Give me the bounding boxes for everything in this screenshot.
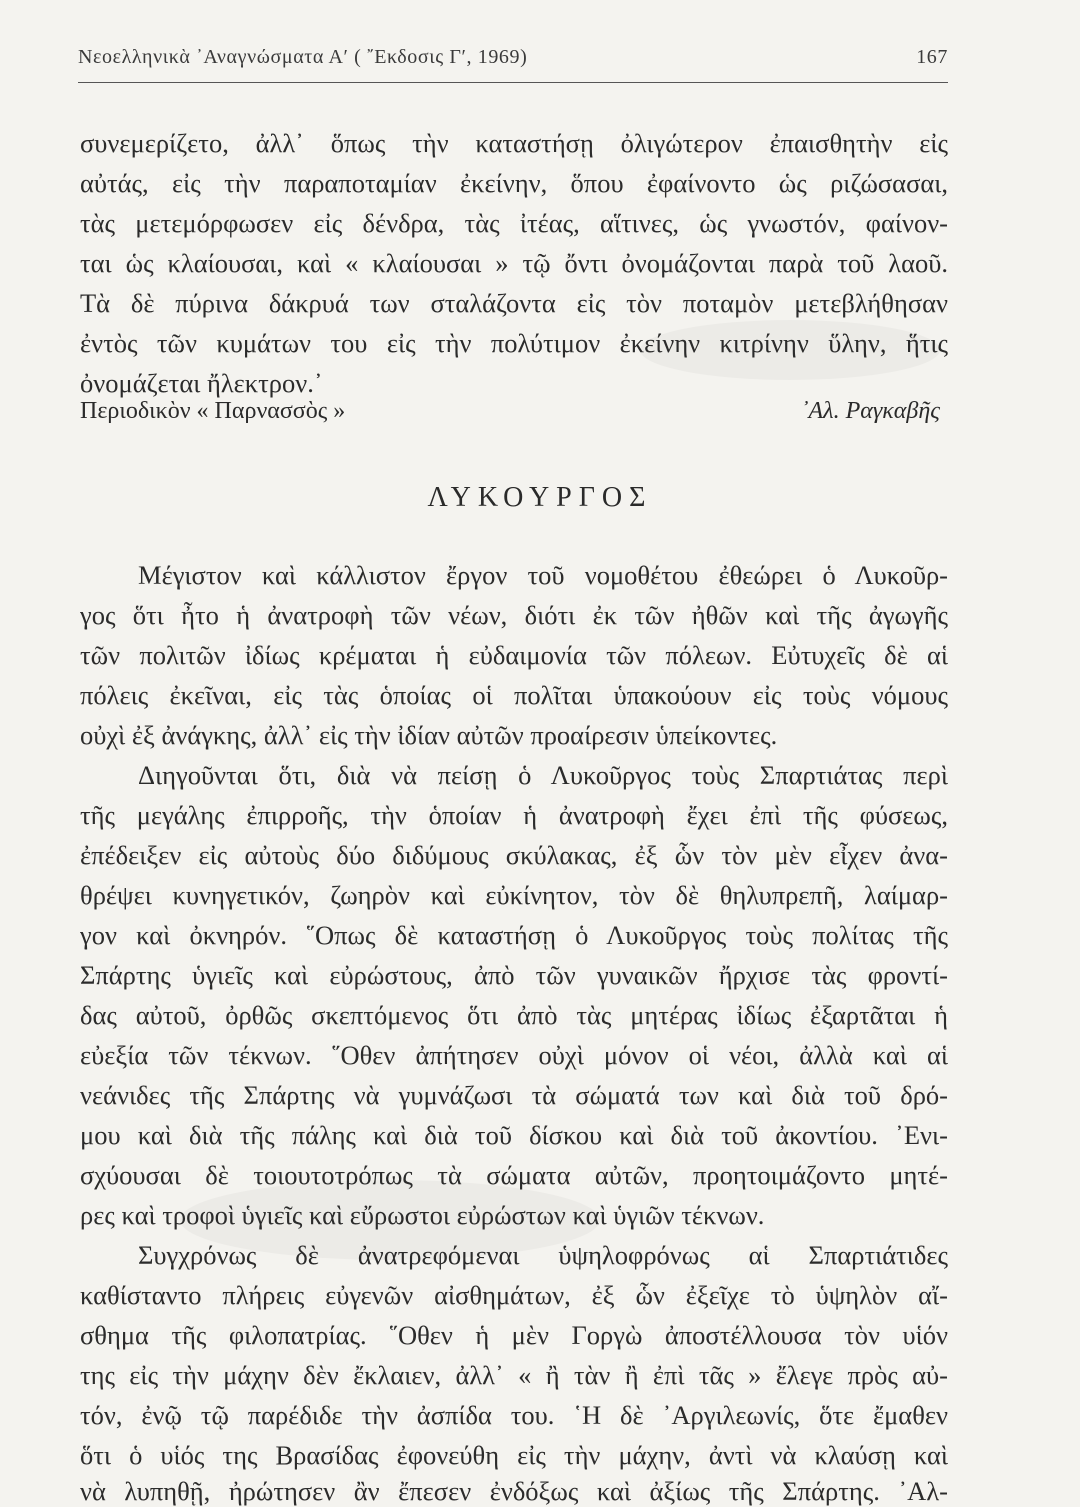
text-line: Διηγοῦνται ὅτι, διὰ νὰ πείσῃ ὁ Λυκοῦργος τοὺς Σπαρτιάτας περὶ [138, 760, 948, 790]
text-line: αὐτάς, εἰς τὴν παραποταμίαν ἐκείνην, ὅπου ἐφαίνοντο ὡς ριζώσασαι, [80, 168, 948, 198]
text-line: ἐπέδειξεν εἰς αὐτοὺς δύο διδύμους σκύλακας, ἐξ ὧν τὸν μὲν εἶχεν ἀνα- [80, 840, 948, 870]
text-line: ρες καὶ τροφοὶ ὑγιεῖς καὶ εὔρωστοι εὐρώστων καὶ ὑγιῶν τέκνων. [80, 1200, 765, 1230]
text-line: τὰς μετεμόρφωσεν εἰς δένδρα, τὰς ἰτέας, αἵτινες, ὡς γνωστόν, φαίνον- [80, 208, 948, 238]
text-line: ται ὡς κλαίουσαι, καὶ « κλαίουσαι » τῷ ὄντι ὀνομάζονται παρὰ τοῦ λαοῦ. [80, 248, 948, 278]
text-line: ὅτι ὁ υἱός της Βρασίδας ἐφονεύθη εἰς τὴν μάχην, ἀντὶ νὰ κλαύσῃ καὶ [80, 1440, 948, 1470]
page-number: 167 [916, 46, 948, 68]
text-line: σχύουσαι δὲ τοιουτοτρόπως τὰ σώματα αὐτῶν, προητοιμάζοντο μητέ- [80, 1160, 948, 1190]
author-name: ᾽Αλ. Ραγκαβῆς [800, 398, 940, 424]
text-line: ὀνομάζεται ἤλεκτρον.᾽ [80, 368, 323, 398]
text-line: τῆς μεγάλης ἐπιρροῆς, τὴν ὁποίαν ἡ ἀνατροφὴ ἔχει ἐπὶ τῆς φύσεως, [80, 800, 948, 830]
text-line: πόλεις ἐκεῖναι, εἰς τὰς ὁποίας οἱ πολῖται ὑπακούουν εἰς τοὺς νόμους [80, 680, 948, 710]
text-line: νεάνιδες τῆς Σπάρτης νὰ γυμνάζωσι τὰ σώματά των καὶ διὰ τοῦ δρό- [80, 1080, 948, 1110]
text-line: τῶν πολιτῶν ἰδίως κρέμαται ἡ εὐδαιμονία τῶν πόλεων. Εὐτυχεῖς δὲ αἱ [80, 640, 948, 670]
text-line: νὰ λυπηθῇ, ἠρώτησεν ἂν ἔπεσεν ἐνδόξως καὶ ἀξίως τῆς Σπάρτης. ᾽Αλ- [80, 1476, 948, 1506]
text-line: Σπάρτης ὑγιεῖς καὶ εὐρώστους, ἀπὸ τῶν γυναικῶν ἤρχισε τὰς φροντί- [80, 960, 948, 990]
text-line: εὐεξία τῶν τέκνων. ῞Οθεν ἀπήτησεν οὐχὶ μόνον οἱ νέοι, ἀλλὰ καὶ αἱ [80, 1040, 948, 1070]
text-line: μου καὶ διὰ τῆς πάλης καὶ διὰ τοῦ δίσκου καὶ διὰ τοῦ ἀκοντίου. ᾽Ενι- [80, 1120, 948, 1150]
source-periodical: Περιοδικὸν « Παρνασσὸς » [80, 398, 346, 424]
text-line: συνεμερίζετο, ἀλλ᾽ ὅπως τὴν καταστήσῃ ὀλιγώτερον ἐπαισθητὴν εἰς [80, 128, 948, 158]
text-line: γος ὅτι ἦτο ἡ ἀνατροφὴ τῶν νέων, διότι ἐκ τῶν ἠθῶν καὶ τῆς ἀγωγῆς [80, 600, 948, 630]
section-title: ΛΥΚΟΥΡΓΟΣ [427, 482, 653, 513]
header-rule [78, 82, 948, 83]
running-header [78, 46, 948, 82]
text-line: της εἰς τὴν μάχην δὲν ἔκλαιεν, ἀλλ᾽ « ἢ τὰν ἢ ἐπὶ τᾶς » ἔλεγε πρὸς αὐ- [80, 1360, 948, 1390]
text-line: καθίσταντο πλήρεις εὐγενῶν αἰσθημάτων, ἐξ ὧν ἐξεῖχε τὸ ὑψηλὸν αἴ- [80, 1280, 948, 1310]
text-line: γον καὶ ὀκνηρόν. ῞Οπως δὲ καταστήσῃ ὁ Λυκοῦργος τοὺς πολίτας τῆς [80, 920, 948, 950]
text-line: Συγχρόνως δὲ ἀνατρεφόμεναι ὑψηλοφρόνως αἱ Σπαρτιάτιδες [138, 1240, 948, 1270]
text-line: δας αὐτοῦ, ὀρθῶς σκεπτόμενος ὅτι ἀπὸ τὰς μητέρας ἰδίως ἐξαρτᾶται ἡ [80, 1000, 948, 1030]
text-line: τόν, ἐνῷ τῷ παρέδιδε τὴν ἀσπίδα του. ῾Η δὲ ᾽Αργιλεωνίς, ὅτε ἔμαθεν [80, 1400, 948, 1430]
text-line: Τὰ δὲ πύρινα δάκρυά των σταλάζοντα εἰς τὸν ποταμὸν μετεβλήθησαν [80, 288, 948, 318]
text-line: Μέγιστον καὶ κάλλιστον ἔργον τοῦ νομοθέτου ἐθεώρει ὁ Λυκοῦρ- [138, 560, 948, 590]
text-line: σθημα τῆς φιλοπατρίας. ῞Οθεν ἡ μὲν Γοργὼ ἀποστέλλουσα τὸν υἱόν [80, 1320, 948, 1350]
text-line: ἐντὸς τῶν κυμάτων του εἰς τὴν πολύτιμον ἐκείνην κιτρίνην ὕλην, ἥτις [80, 328, 948, 358]
attribution [80, 398, 940, 438]
text-line: θρέψει κυνηγετικόν, ζωηρὸν καὶ εὐκίνητον, τὸν δὲ θηλυπρεπῆ, λαίμαρ- [80, 880, 948, 910]
running-title: Νεοελληνικὰ ᾽Αναγνώσματα Α′ ( ῎Εκδοσις Γ′, 1969) [78, 46, 528, 68]
text-line: οὐχὶ ἐξ ἀνάγκης, ἀλλ᾽ εἰς τὴν ἰδίαν αὐτῶν προαίρεσιν ὑπείκοντες. [80, 720, 778, 750]
